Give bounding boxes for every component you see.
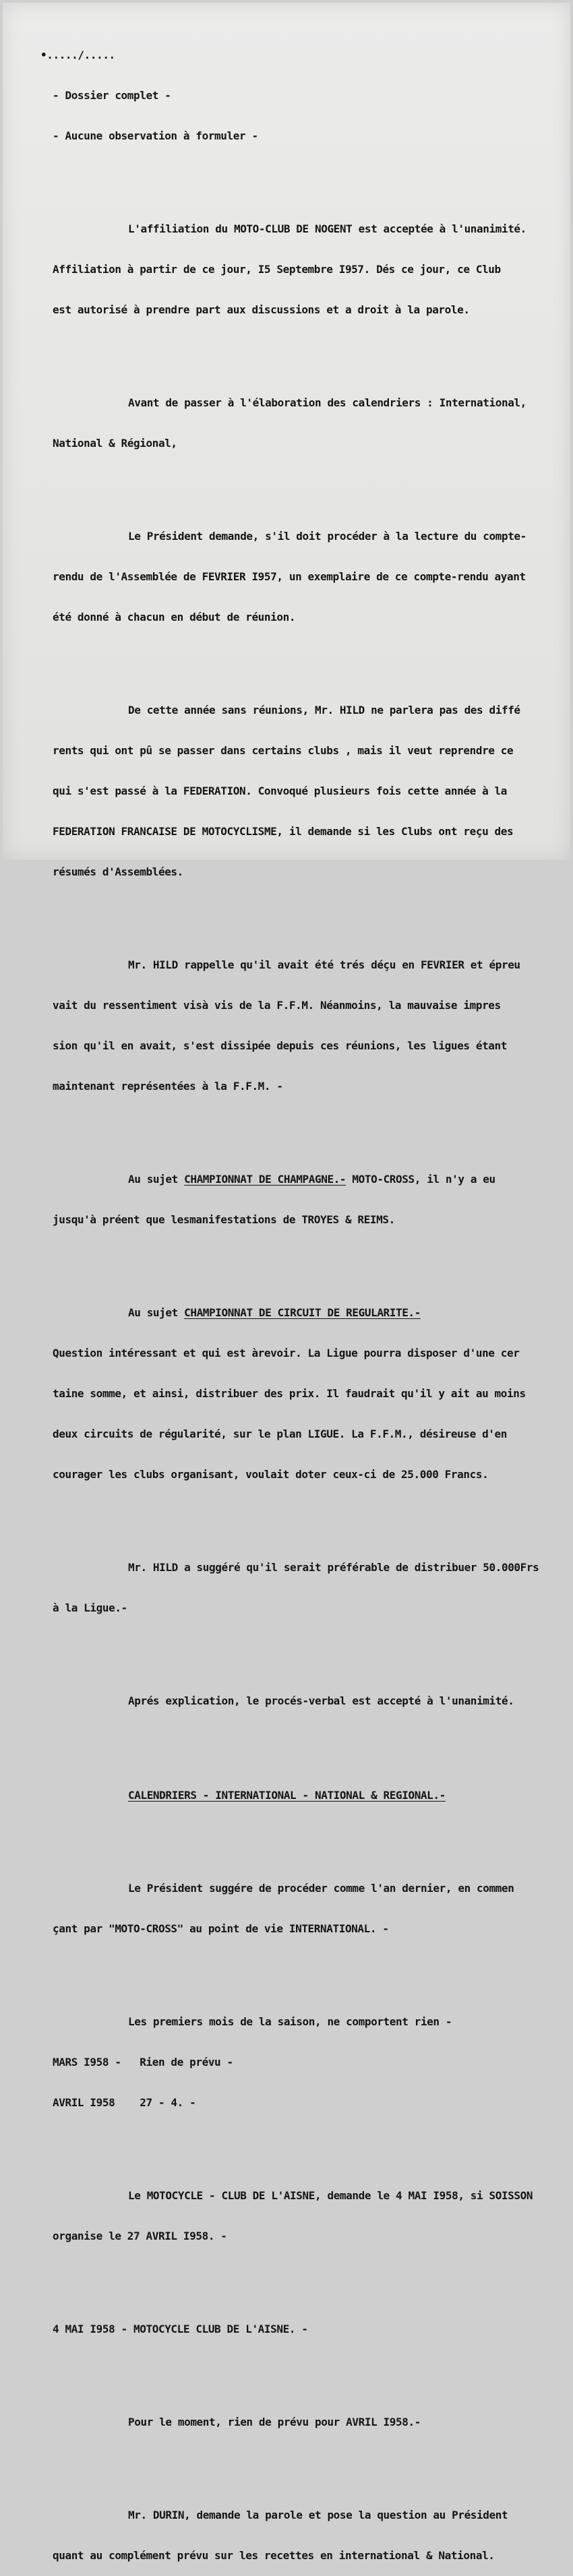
season-avril: AVRIL I958 27 - 4. -	[53, 2096, 196, 2109]
championnat-champagne-heading: CHAMPIONNAT DE CHAMPAGNE.-	[184, 1173, 346, 1186]
paragraph-durin-l2: quant au complément prévu sur les recettes en international & National.	[53, 2549, 495, 2562]
paragraph-affiliation-l1: L'affiliation du MOTO-CLUB DE NOGENT est acceptée à l'unanimité.	[128, 222, 526, 235]
paragraph-calendars-l2: National & Régional,	[53, 437, 177, 450]
paragraph-hild-l2: vait du ressentiment visà vis de la F.F.M. Néanmoins, la mauvaise impres	[53, 999, 501, 1012]
paragraph-president-l3: été donné à chacun en début de réunion.	[53, 611, 296, 623]
paragraph-ligue-l1: Mr. HILD a suggéré qu'il serait préférable de distribuer 50.000Frs	[128, 1561, 539, 1574]
paragraph-regularite-l2: Question intéressant et qui est àrevoir. La Ligue pourra disposer d'une cer	[53, 1347, 520, 1359]
paragraph-regularite-l4: deux circuits de régularité, sur le plan LIGUE. La F.F.M., désireuse d'en	[53, 1428, 507, 1440]
paragraph-aisne-l2: organise le 27 AVRIL I958. -	[53, 2230, 227, 2242]
paragraph-regularite-l1: Au sujet CHAMPIONNAT DE CIRCUIT DE REGULARITE.-	[128, 1306, 421, 1319]
paragraph-calendars-l1: Avant de passer à l'élaboration des calendriers : International,	[128, 396, 526, 409]
paragraph-avril: Pour le moment, rien de prévu pour AVRIL I958.-	[128, 2416, 421, 2428]
paragraph-affiliation-l2: Affiliation à partir de ce jour, I5 Septembre I957. Dés ce jour, ce Club	[53, 263, 501, 276]
paragraph-hild-l4: maintenant représentées à la F.F.M. -	[53, 1080, 283, 1093]
paragraph-federation-l4: FEDERATION FRANCAISE DE MOTOCYCLISME, il demande si les Clubs ont reçu des	[53, 825, 514, 838]
paragraph-president-l1: Le Président demande, s'il doit procéder à la lecture du compte-	[128, 530, 526, 543]
paragraph-hild-l3: sion qu'il en avait, s'est dissipée depuis ces réunions, les ligues étant	[53, 1039, 507, 1052]
dossier-status: - Dossier complet -	[53, 89, 171, 102]
observation-line: - Aucune observation à formuler -	[53, 129, 258, 142]
paragraph-suggestion-l2: çant par "MOTO-CROSS" au point de vie INTERNATIONAL. -	[53, 1922, 389, 1935]
championnat-regularite-heading: CHAMPIONNAT DE CIRCUIT DE REGULARITE.-	[184, 1306, 421, 1319]
section-heading-calendriers: CALENDRIERS - INTERNATIONAL - NATIONAL & REGIONAL.-	[128, 1789, 446, 1802]
paragraph-champagne-l1: Au sujet CHAMPIONNAT DE CHAMPAGNE.- MOTO-CROSS, il n'y a eu	[128, 1173, 495, 1186]
paragraph-suggestion-l1: Le Président suggére de procéder comme l'an dernier, en commen	[128, 1882, 514, 1895]
paragraph-federation-l5: résumés d'Assemblées.	[53, 865, 183, 878]
paragraph-proces-verbal: Aprés explication, le procés-verbal est accepté à l'unanimité.	[128, 1694, 514, 1707]
minutes-text	[40, 22, 572, 2576]
paragraph-ligue-l2: à la Ligue.-	[53, 1601, 127, 1614]
paragraph-durin-l1: Mr. DURIN, demande la parole et pose la question au Président	[128, 2509, 508, 2521]
paragraph-champagne-l2: jusqu'à préent que lesmanifestations de TROYES & REIMS.	[53, 1213, 395, 1226]
paragraph-aisne-l1: Le MOTOCYCLE - CLUB DE L'AISNE, demande le 4 MAI I958, si SOISSON	[128, 2189, 533, 2202]
paragraph-federation-l1: De cette année sans réunions, Mr. HILD ne parlera pas des diffé	[128, 704, 520, 716]
paragraph-regularite-l5: courager les clubs organisant, voulait doter ceux-ci de 25.000 Francs.	[53, 1468, 489, 1481]
paragraph-regularite-l3: taine somme, et ainsi, distribuer des prix. Il faudrait qu'il y ait au moins	[53, 1387, 526, 1400]
paragraph-federation-l3: qui s'est passé à la FEDERATION. Convoqué plusieurs fois cette année à la	[53, 785, 507, 797]
entry-4-mai: 4 MAI I958 - MOTOCYCLE CLUB DE L'AISNE. -	[53, 2323, 308, 2335]
paragraph-federation-l2: rents qui ont pû se passer dans certains clubs , mais il veut reprendre ce	[53, 744, 514, 757]
paragraph-season-intro: Les premiers mois de la saison, ne comportent rien -	[128, 2015, 452, 2028]
reference-line: •...../.....	[40, 49, 115, 61]
season-mars: MARS I958 - Rien de prévu -	[53, 2056, 233, 2068]
paragraph-affiliation-l3: est autorisé à prendre part aux discussions et a droit à la parole.	[53, 303, 470, 316]
paragraph-president-l2: rendu de l'Assemblée de FEVRIER I957, un exemplaire de ce compte-rendu ayant	[53, 570, 526, 583]
paragraph-hild-l1: Mr. HILD rappelle qu'il avait été trés déçu en FEVRIER et épreu	[128, 958, 520, 971]
